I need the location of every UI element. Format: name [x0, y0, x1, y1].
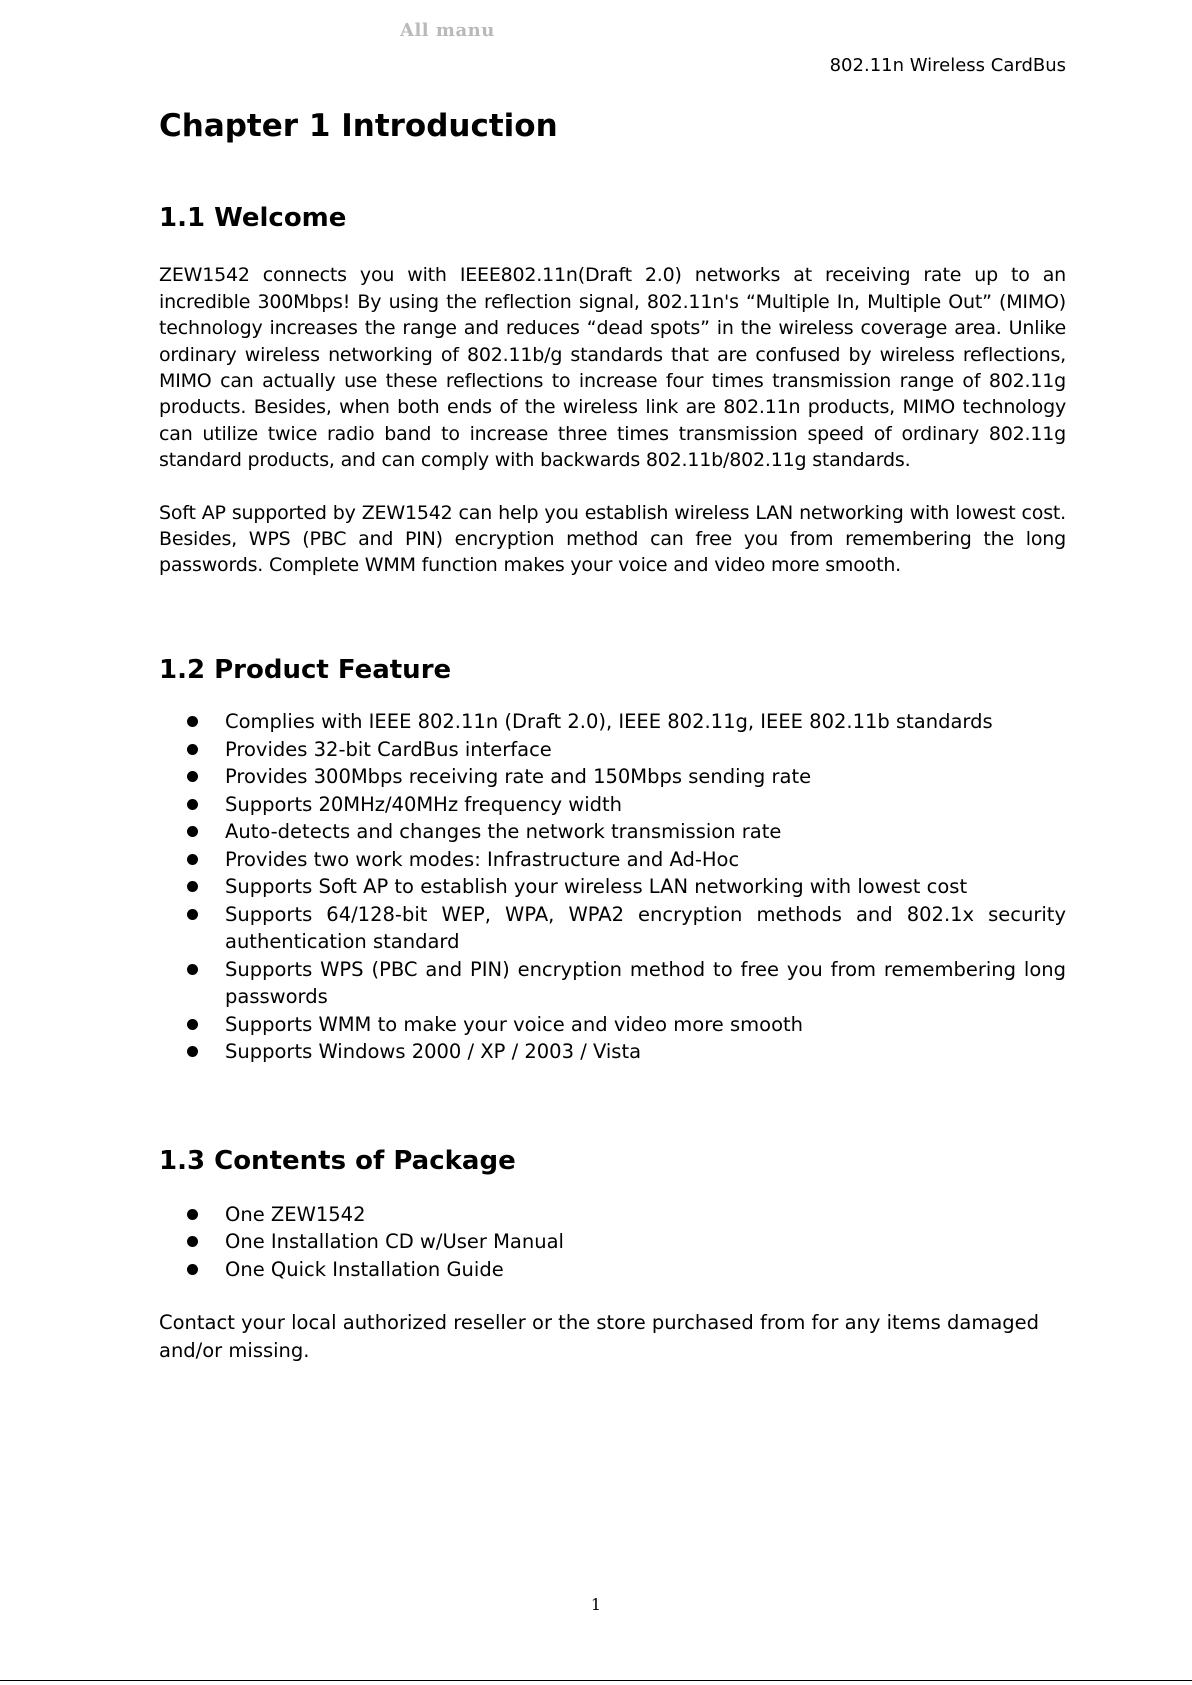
- package-item: [159, 1256, 1066, 1284]
- feature-item-text: Supports 20MHz/40MHz frequency width: [225, 792, 623, 816]
- package-item: [159, 1201, 1066, 1229]
- feature-item-text: Provides two work modes: Infrastructure and Ad-Hoc: [225, 847, 740, 871]
- feature-item: [159, 791, 1066, 819]
- contact-note: Contact your local authorized reseller or the store purchased from for any items damaged and/or missing.: [159, 1311, 1040, 1362]
- bullet-icon: [187, 799, 198, 810]
- section-product-feature: [159, 655, 1066, 1066]
- page-content: [159, 108, 1066, 1364]
- feature-item: [159, 1011, 1066, 1039]
- bullet-icon: [187, 1236, 198, 1247]
- package-item-text: One Quick Installation Guide: [225, 1257, 504, 1281]
- section-heading-welcome: 1.1 Welcome: [159, 203, 347, 234]
- bottom-rule: [0, 1680, 1192, 1681]
- feature-item: [159, 708, 1066, 736]
- feature-item-text: Supports 64/128-bit WEP, WPA, WPA2 encryption methods and 802.1x security authentication standard: [225, 902, 1066, 954]
- feature-item-text: Provides 300Mbps receiving rate and 150Mbps sending rate: [225, 765, 812, 789]
- bullet-icon: [187, 1264, 198, 1275]
- bullet-icon: [187, 1046, 198, 1057]
- bullet-icon: [187, 909, 198, 920]
- section-contents-of-package: [159, 1146, 1066, 1365]
- feature-item: [159, 873, 1066, 901]
- bullet-icon: [187, 881, 198, 892]
- bullet-icon: [187, 1019, 198, 1030]
- bullet-icon: [187, 964, 198, 975]
- bullet-icon: [187, 744, 198, 755]
- bullet-icon: [187, 716, 198, 727]
- feature-item-text: Supports Windows 2000 / XP / 2003 / Vista: [225, 1040, 642, 1064]
- feature-item-text: Supports Soft AP to establish your wireless LAN networking with lowest cost: [225, 875, 968, 899]
- package-item-text: One ZEW1542: [225, 1202, 366, 1226]
- feature-item-text: Provides 32-bit CardBus interface: [225, 737, 552, 761]
- bullet-icon: [187, 1209, 198, 1220]
- welcome-paragraph: Soft AP supported by ZEW1542 can help you establish wireless LAN networking with lowest cost. Besides, WPS (PBC and PIN) encryption method can free you from remembering the long passwords. Complete WMM function makes your voice and video more smooth.: [159, 501, 1066, 577]
- section-welcome: [159, 203, 1066, 579]
- package-list: [159, 1201, 1066, 1284]
- chapter-title: Chapter 1 Introduction: [159, 108, 558, 144]
- page-number: 1: [590, 1595, 602, 1614]
- watermark-text: All manu: [400, 20, 495, 41]
- bullet-icon: [187, 854, 198, 865]
- feature-item: [159, 901, 1066, 956]
- feature-item: [159, 763, 1066, 791]
- feature-item: [159, 846, 1066, 874]
- feature-list: [159, 708, 1066, 1066]
- feature-item-text: Supports WPS (PBC and PIN) encryption method to free you from remembering long passwords: [225, 957, 1066, 1009]
- feature-item: [159, 956, 1066, 1011]
- feature-item: [159, 736, 1066, 764]
- running-header: 802.11n Wireless CardBus: [829, 55, 1066, 76]
- welcome-paragraph: ZEW1542 connects you with IEEE802.11n(Draft 2.0) networks at receiving rate up to an incredible 300Mbps! By using the reflection signal, 802.11n's “Multiple In, Multiple Out” (MIMO) technology increases the range and reduces “dead spots” in the wireless coverage area. Unlike ordinary wireless networking of 802.11b/g standards that are confused by wireless reflections, MIMO can actually use these reflections to increase four times transmission range of 802.11g products. Besides, when both ends of the wireless link are 802.11n products, MIMO technology can utilize twice radio band to increase three times transmission speed of ordinary 802.11g standard products, and can comply with backwards 802.11b/802.11g standards.: [159, 264, 1066, 472]
- feature-item-text: Supports WMM to make your voice and video more smooth: [225, 1012, 804, 1036]
- feature-item-text: Auto-detects and changes the network transmission rate: [225, 820, 782, 844]
- package-item-text: One Installation CD w/User Manual: [225, 1230, 564, 1254]
- section-heading-package: 1.3 Contents of Package: [159, 1145, 516, 1176]
- feature-item-text: Complies with IEEE 802.11n (Draft 2.0), IEEE 802.11g, IEEE 802.11b standards: [225, 710, 993, 734]
- section-heading-feature: 1.2 Product Feature: [159, 654, 452, 685]
- feature-item: [159, 818, 1066, 846]
- package-item: [159, 1228, 1066, 1256]
- feature-item: [159, 1038, 1066, 1066]
- bullet-icon: [187, 771, 198, 782]
- bullet-icon: [187, 826, 198, 837]
